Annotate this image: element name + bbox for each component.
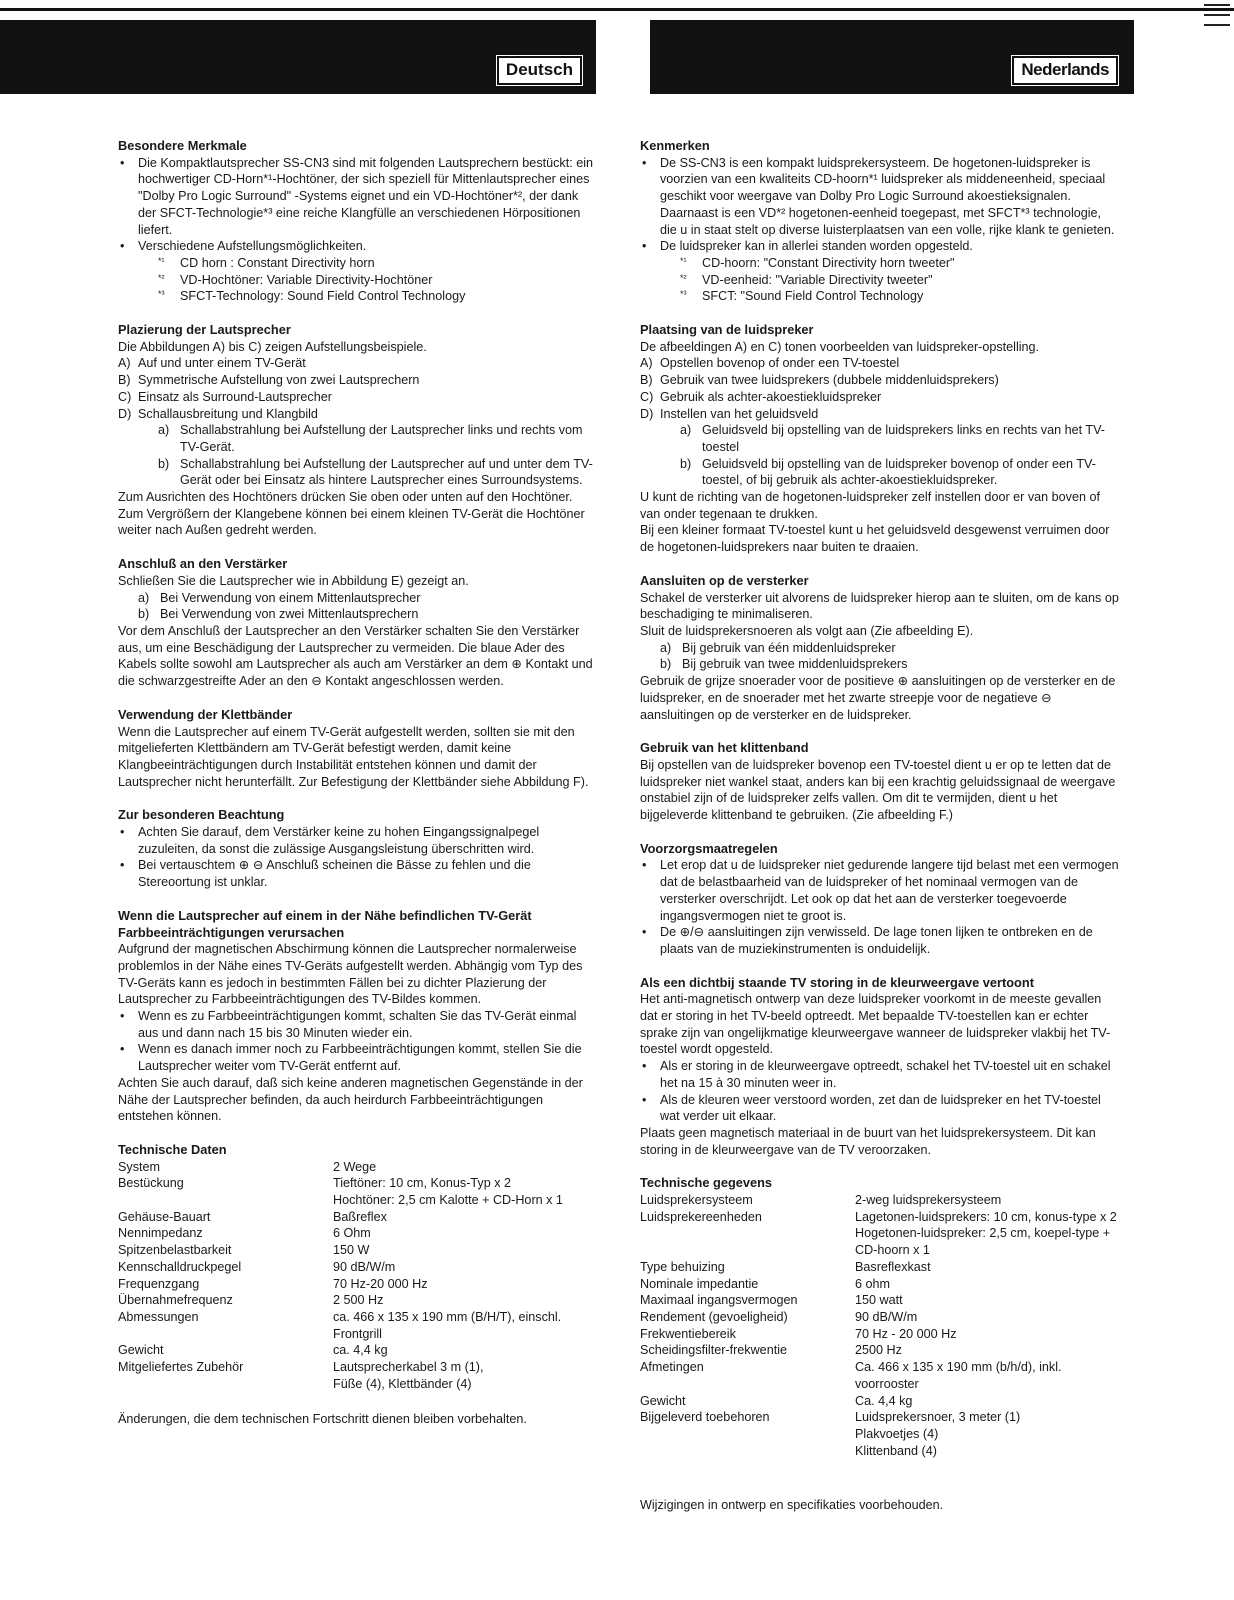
table-row (640, 1309, 1120, 1326)
spec-value: 90 dB/W/m (333, 1259, 396, 1274)
paragraph: Bij een kleiner formaat TV-toestel kunt u het geluidsveld desgewenst verruimen door de hogetonen-luidsprekers naar buiten te draaien. (640, 523, 1110, 555)
list-item: a) Bij gebruik van één middenluidspreker (660, 640, 896, 655)
paragraph: Wenn die Lautsprecher auf einem TV-Gerät aufgestellt werden, sollten sie mit den mitgelieferten Klettbändern am TV-Gerät befestigt werden, damit keine Klangbeeinträchtigungen durch Instabilität entstehen können und damit der Lautsprecher nicht herunterfällt. Zur Befestigung der Klettbänder siehe Abbildung F). (118, 724, 589, 789)
table-row (118, 1242, 598, 1259)
table-row (118, 1209, 598, 1226)
spec-value: 150 watt (855, 1293, 903, 1308)
list-item: D) Schallausbreitung und Klangbild a) Schallabstrahlung bei Aufstellung der Lautsprecher links und rechts vom TV-Gerät. b) Schallabstrahlung bei Aufstellung der Lautsprecher auf und unter dem TV-Gerät oder bei Einsatz als hintere Lautsprecher eines Surroundsystems. (118, 406, 598, 490)
list-item: b) Bij gebruik van twee middenluidsprekers (660, 657, 908, 672)
list-item: A) Auf und unter einem TV-Gerät (118, 356, 306, 371)
spec-value: Baßreflex (333, 1209, 387, 1224)
paragraph: Plaats geen magnetisch materiaal in de buurt van het luidsprekersysteem. Dit kan storing in de kleurweergave van de TV veroorzaken. (640, 1125, 1096, 1157)
spec-key: Luidsprekersysteem (640, 1193, 753, 1208)
paragraph: Zum Vergrößern der Klangebene können bei einem kleinen TV-Gerät die Hochtöner weiter nach Außen gedreht werden. (118, 506, 585, 538)
spec-value-line: Tieftöner: 10 cm, Konus-Typ x 2 (333, 1176, 512, 1191)
section-heading: Voorzorgsmaatregelen (640, 840, 778, 856)
list-item-text: Schallabstrahlung bei Aufstellung der Lautsprecher links und rechts vom TV-Gerät. (180, 423, 583, 454)
bullet-list (118, 1008, 598, 1075)
spec-value: 6 Ohm (333, 1226, 371, 1241)
spec-value-line: Lautsprecherkabel 3 m (1), (333, 1360, 484, 1375)
spec-value-line: Füße (4), Klettbänder (4) (333, 1376, 472, 1391)
spec-value: Ca. 466 x 135 x 190 mm (b/h/d), inkl. voorrooster (855, 1360, 1062, 1391)
paragraph: De afbeeldingen A) en C) tonen voorbeelden van luidspreker-opstelling. (640, 339, 1040, 354)
section-heading: Plaatsing van de luidspreker (640, 322, 814, 338)
section-heading: Als een dichtbij staande TV storing in de kleurweergave vertoont (640, 974, 1034, 990)
table-row (118, 1342, 598, 1359)
paragraph: Gebruik de grijze snoerader voor de positieve ⊕ aansluitingen op de versterker en de luidspreker, en de snoerader met het zwarte streepje voor de negatieve ⊖ aansluitingen op de versterker en de luidspreker. (640, 674, 1116, 722)
bullet-list (640, 155, 1120, 305)
table-row (118, 1359, 598, 1392)
list-item-text: Symmetrische Aufstellung von zwei Lautsprechern (138, 373, 420, 388)
list-item-text: Gebruik van twee luidsprekers (dubbele middenluidsprekers) (660, 373, 999, 388)
section-features (640, 138, 1120, 305)
header-band-nederlands (650, 20, 1134, 94)
section-color-interference (118, 908, 598, 1125)
list-item: b) Bei Verwendung von zwei Mittenlautsprechern (138, 607, 419, 622)
top-rule (0, 8, 1234, 11)
column-nederlands (640, 138, 1120, 1531)
table-row (640, 1259, 1120, 1276)
section-specifications (118, 1142, 598, 1427)
spec-key: Übernahmefrequenz (118, 1293, 233, 1308)
footnote-text: SFCT-Technology: Sound Field Control Technology (180, 289, 466, 304)
section-heading: Kenmerken (640, 138, 710, 153)
spec-value: 2500 Hz (855, 1343, 902, 1358)
footnote (680, 288, 1120, 305)
footnote-text: VD-Hochtöner: Variable Directivity-Hochtöner (180, 272, 433, 287)
table-row (640, 1393, 1120, 1410)
table-row (118, 1276, 598, 1293)
spec-table (640, 1192, 1120, 1459)
section-heading: Wenn die Lautsprecher auf einem in der Nähe befindlichen TV-Gerät Farbbeeinträchtigungen verursachen (118, 907, 532, 940)
spec-value: 150 W (333, 1243, 370, 1258)
list-item-text: Geluidsveld bij opstelling van de luidspreker bovenop of onder een TV-toestel, of bij gebruik als achter-akoestiekluidspreker. (702, 456, 1096, 488)
table-row (118, 1175, 598, 1208)
list-item: • Let erop dat u de luidspreker niet gedurende langere tijd belast met een vermogen dat de belastbaarheid van de luidspreker of het nominaal vermogen van de versterker overschrijdt. Let ook op dat het aan de versterker toegevoerde ingangsvermogen niet te groot is. (640, 857, 1120, 924)
paragraph: Aufgrund der magnetischen Abschirmung können die Lautsprecher normalerweise problemlos in der Nähe eines TV-Geräts aufgestellt werden. Abhängig vom Typ des TV-Geräts kann es jedoch in bestimmten Fällen bei zu dichter Plazierung der Lautsprecher zu Farbbeeinträchtigungen des TV-Bildes kommen. (118, 942, 583, 1007)
list-item: C) Gebruik als achter-akoestiekluidspreker (640, 389, 882, 404)
list-item: A) Opstellen bovenop of onder een TV-toestel (640, 356, 900, 371)
list-item: • Die Kompaktlautsprecher SS-CN3 sind mit folgenden Lautsprechern bestückt: ein hochwertiger CD-Horn*¹-Hochtöner, der sich speziell für Mittenlautsprecher eines "Dolby Pro Logic Surround" -Systems eignet und ein VD-Hochtöner*², der dank der SFCT-Technologie*³ eine reiche Klangfülle an verschiedenen Hörpositionen liefert. (118, 155, 598, 239)
section-heading: Zur besonderen Beachtung (118, 807, 285, 823)
column-deutsch (118, 138, 598, 1444)
spec-value-line: Hogetonen-luidspreker: 2,5 cm, koepel-type + CD-hoorn x 1 (855, 1226, 1111, 1258)
list-item: • De ⊕/⊖ aansluitingen zijn verwisseld. De lage tonen lijken te ontbreken en de plaats van de muziekinstrumenten is onduidelijk. (640, 924, 1120, 957)
list-item-text: Instellen van het geluidsveld (660, 406, 819, 421)
list-item: • Achten Sie darauf, dem Verstärker keine zu hohen Eingangssignalpegel zuzuleiten, da sonst die zulässige Ausgangsleistung überschritten wird. (118, 824, 598, 857)
footnote-text: VD-eenheid: "Variable Directivity tweeter" (702, 272, 933, 287)
sub-list (118, 590, 598, 623)
spec-key: Bestückung (118, 1176, 184, 1191)
section-features (118, 138, 598, 305)
section-heading: Anschluß an den Verstärker (118, 556, 288, 572)
footnote-marker: *¹ (158, 255, 165, 266)
table-row (118, 1292, 598, 1309)
list-item-text: Gebruik als achter-akoestiekluidspreker (660, 389, 882, 404)
list-item: • De SS-CN3 is een kompakt luidsprekersysteem. De hogetonen-luidspreker is voorzien van een kwaliteits CD-hoorn*¹ luidspreker als middeneenheid, speciaal geschikt voor weergave van Dolby Pro Logic Surround akoestieksignalen. Daarnaast is een VD*² hogetonen-eenheid toegepast, met SFCT*³ technologie, die u in staat stelt op diverse luisterplaatsen van een volle, rijke klank te genieten. (640, 155, 1120, 239)
footnote-marker: *³ (158, 289, 165, 300)
sub-list (660, 422, 1120, 489)
spec-value: ca. 466 x 135 x 190 mm (B/H/T), einschl. Frontgrill (333, 1310, 562, 1341)
footnote (158, 255, 598, 272)
spec-value: 6 ohm (855, 1276, 891, 1291)
list-item-text: Verschiedene Aufstellungsmöglichkeiten. (138, 239, 367, 254)
list-item: a) Bei Verwendung von einem Mittenlautsprecher (138, 590, 421, 605)
list-item (118, 238, 598, 305)
bullet-list (118, 824, 598, 891)
footer-note: Änderungen, die dem technischen Fortschritt dienen bleiben vorbehalten. (118, 1411, 527, 1426)
footnote-text: CD horn : Constant Directivity horn (180, 255, 375, 270)
spec-key: Gehäuse-Bauart (118, 1209, 211, 1224)
footnote-text: CD-hoorn: "Constant Directivity horn tweeter" (702, 255, 955, 270)
table-row (640, 1276, 1120, 1293)
spec-value: ca. 4,4 kg (333, 1343, 388, 1358)
spec-key: Frekwentiebereik (640, 1326, 736, 1341)
table-row (640, 1192, 1120, 1209)
footer-note: Wijzigingen in ontwerp en specifikaties voorbehouden. (640, 1498, 944, 1513)
section-heading: Aansluiten op de versterker (640, 572, 809, 588)
list-item: a) Schallabstrahlung bei Aufstellung der Lautsprecher links und rechts vom TV-Gerät. (158, 423, 583, 454)
list-item (640, 238, 1120, 305)
bullet-list (640, 1058, 1120, 1125)
spec-key: Nennimpedanz (118, 1226, 203, 1241)
footnote (158, 272, 598, 289)
list-item-text: Bei Verwendung von zwei Mittenlautsprechern (160, 607, 419, 622)
list-item: • Bei vertauschtem ⊕ ⊖ Anschluß scheinen die Bässe zu fehlen und die Stereoortung ist unklar. (118, 857, 598, 890)
spec-value-line: Plakvoetjes (4) (855, 1426, 939, 1441)
list-item: B) Symmetrische Aufstellung von zwei Lautsprechern (118, 373, 420, 388)
list-item-text: Einsatz als Surround-Lautsprecher (138, 389, 332, 404)
paragraph: Achten Sie auch darauf, daß sich keine anderen magnetischen Gegenstände in der Nähe der Lautsprecher befinden, da auch heirdurch Farbbeeinträchtigungen entstehen können. (118, 1075, 583, 1124)
list-item: C) Einsatz als Surround-Lautsprecher (118, 389, 332, 404)
table-row (118, 1159, 598, 1176)
section-specifications (640, 1175, 1120, 1514)
spec-key: Kennschalldruckpegel (118, 1259, 242, 1274)
spec-value-line: Lagetonen-luidsprekers: 10 cm, konus-type x 2 (855, 1209, 1117, 1224)
spec-key: Rendement (gevoeligheid) (640, 1310, 788, 1324)
spec-key: Frequenzgang (118, 1276, 200, 1291)
table-row (118, 1259, 598, 1276)
spec-key: Nominale impedantie (640, 1276, 759, 1291)
section-connection (640, 573, 1120, 723)
footnote (158, 288, 598, 305)
spec-value (855, 1209, 1120, 1259)
paragraph: Sluit de luidsprekersnoeren als volgt aan (Zie afbeelding E). (640, 623, 974, 638)
list-item: B) Gebruik van twee luidsprekers (dubbele middenluidsprekers) (640, 373, 999, 388)
section-connection (118, 556, 598, 690)
spec-value: Ca. 4,4 kg (855, 1393, 913, 1408)
spec-key: Spitzenbelastbarkeit (118, 1243, 232, 1258)
spec-key: Abmessungen (118, 1310, 199, 1324)
list-item-text: Schallabstrahlung bei Aufstellung der Lautsprecher auf und unter dem TV-Gerät oder bei Einsatz als hintere Lautsprecher eines Surroundsystems. (180, 456, 593, 488)
footnote-marker: *² (680, 272, 687, 283)
list-item: • Wenn es danach immer noch zu Farbbeeinträchtigungen kommt, stellen Sie die Lautsprecher weiter vom TV-Gerät entfernt auf. (118, 1041, 598, 1074)
language-label-deutsch: Deutsch (497, 56, 582, 85)
paragraph: Die Abbildungen A) bis C) zeigen Aufstellungsbeispiele. (118, 339, 427, 354)
list-item-text: Bei Verwendung von einem Mittenlautsprecher (160, 590, 421, 605)
sub-list (138, 422, 598, 489)
section-heading: Besondere Merkmale (118, 138, 247, 153)
paragraph: Schakel de versterker uit alvorens de luidspreker hierop aan te sluiten, om de kans op beschadiging te minimaliseren. (640, 590, 1119, 622)
paragraph: U kunt de richting van de hogetonen-luidspreker zelf instellen door er van boven of van onder tegenaan te drukken. (640, 490, 1100, 521)
edge-mark (1204, 14, 1230, 16)
footnote-marker: *³ (680, 289, 687, 300)
edge-mark (1204, 24, 1230, 26)
list-item: • Als er storing in de kleurweergave optreedt, schakel het TV-toestel uit en schakel het na 15 à 30 minuten weer in. (640, 1058, 1120, 1091)
section-precautions (118, 807, 598, 891)
footnote (680, 272, 1120, 289)
list-item-text: De luidspreker kan in allerlei standen worden opgesteld. (660, 239, 973, 254)
list-item-text: Schallausbreitung und Klangbild (138, 406, 318, 421)
section-color-interference (640, 975, 1120, 1159)
spec-value-line: Hochtöner: 2,5 cm Kalotte + CD-Horn x 1 (333, 1193, 563, 1208)
table-row (640, 1342, 1120, 1359)
list-item: a) Geluidsveld bij opstelling van de luidsprekers links en rechts van het TV-toestel (680, 423, 1105, 454)
bullet-list (118, 155, 598, 305)
spec-value (333, 1359, 598, 1392)
spec-value-line: Luidsprekersnoer, 3 meter (1) (855, 1410, 1021, 1425)
paragraph: Bij opstellen van de luidspreker bovenop een TV-toestel dient u er op te letten dat de luidspreker niet wankel staat, anders kan bij een krachtig geluidssignaal de weergave onstabiel zijn of de luidspreker zelfs vallen. Om dit te vermijden, dient u het bijgeleverde klittenband te gebruiken. (Zie afbeelding F.) (640, 757, 1116, 823)
list-item-text: Auf und unter einem TV-Gerät (138, 356, 306, 371)
section-placement (640, 322, 1120, 556)
spec-value: Basreflexkast (855, 1259, 931, 1274)
section-heading: Technische Daten (118, 1141, 227, 1157)
list-item: D) Instellen van het geluidsveld a) Geluidsveld bij opstelling van de luidsprekers links en rechts van het TV-toestel b) Geluidsveld bij opstelling van de luidspreker bovenop of onder een TV-toestel, of bij gebruik als achter-akoestiekluidspreker. (640, 406, 1120, 490)
spec-key: Type behuizing (640, 1259, 725, 1274)
sub-list (640, 640, 1120, 673)
footnote-list (138, 255, 598, 305)
footnote (680, 255, 1120, 272)
section-heading: Plazierung der Lautsprecher (118, 322, 291, 338)
table-row (640, 1409, 1120, 1459)
spec-value: 90 dB/W/m (855, 1310, 918, 1324)
paragraph: Schließen Sie die Lautsprecher wie in Abbildung E) gezeigt an. (118, 573, 469, 588)
language-label-nederlands: Nederlands (1012, 56, 1118, 85)
spec-value: 70 Hz - 20 000 Hz (855, 1326, 957, 1341)
spec-key: Luidsprekereenheden (640, 1209, 762, 1224)
list-item: • Als de kleuren weer verstoord worden, zet dan de luidspreker en het TV-toestel wat verder uit elkaar. (640, 1092, 1120, 1125)
footnote-list (660, 255, 1120, 305)
section-velcro (118, 707, 598, 791)
table-row (118, 1225, 598, 1242)
paragraph: Zum Ausrichten des Hochtöners drücken Sie oben oder unten auf den Hochtöner. (118, 490, 573, 505)
header-band-deutsch (0, 20, 596, 94)
lettered-list (640, 355, 1120, 489)
table-row (640, 1209, 1120, 1259)
spec-key: Mitgeliefertes Zubehör (118, 1360, 244, 1375)
spec-key: Scheidingsfilter-frekwentie (640, 1343, 787, 1358)
spec-key: System (118, 1159, 160, 1174)
spec-value-line: Klittenband (4) (855, 1443, 937, 1458)
list-item-text: Opstellen bovenop of onder een TV-toestel (660, 356, 900, 371)
lettered-list (118, 355, 598, 489)
spec-key: Maximaal ingangsvermogen (640, 1293, 798, 1308)
footnote-marker: *¹ (680, 255, 687, 266)
section-heading: Technische gegevens (640, 1175, 773, 1191)
list-item: • Wenn es zu Farbbeeinträchtigungen kommt, schalten Sie das TV-Gerät einmal aus und dann nach 15 bis 30 Minuten wieder ein. (118, 1008, 598, 1041)
paragraph: Vor dem Anschluß der Lautsprecher an den Verstärker schalten Sie den Verstärker aus, um eine Beschädigung der Lautsprecher zu vermeiden. Die blaue Ader des Kabels sollte sowohl am Lautsprecher als auch am Verstärker an dem ⊕ Kontakt und die schwarzgestreifte Ader an den ⊖ Kontakt angeschlossen werden. (118, 623, 593, 689)
footnote-text: SFCT: "Sound Field Control Technology (702, 289, 924, 304)
paragraph: Het anti-magnetisch ontwerp van deze luidspreker voorkomt in de meeste gevallen dat er storing in het TV-beeld optreedt. Met bepaalde TV-toestellen kan er echter sprake zijn van ongelijkmatige kleurweergave wanneer de luidspreker vlakbij het TV-toestel wordt opgesteld. (640, 992, 1111, 1057)
section-placement (118, 322, 598, 539)
spec-key: Afmetingen (640, 1360, 704, 1375)
spec-value: 2 Wege (333, 1159, 377, 1174)
list-item: b) Geluidsveld bij opstelling van de luidspreker bovenop of onder een TV-toestel, of bij gebruik als achter-akoestiekluidspreker. (680, 456, 1096, 488)
table-row (640, 1326, 1120, 1343)
spec-value (855, 1409, 1120, 1459)
table-row (640, 1292, 1120, 1309)
list-item-text: Bij gebruik van één middenluidspreker (682, 640, 896, 655)
bullet-list (640, 857, 1120, 957)
spec-table (118, 1159, 598, 1393)
section-heading: Verwendung der Klettbänder (118, 706, 293, 722)
spec-key: Gewicht (118, 1343, 164, 1358)
table-row (640, 1359, 1120, 1392)
list-item: b) Schallabstrahlung bei Aufstellung der Lautsprecher auf und unter dem TV-Gerät oder bei Einsatz als hintere Lautsprecher eines Surroundsystems. (158, 456, 593, 488)
spec-value: 70 Hz-20 000 Hz (333, 1276, 428, 1291)
footnote-marker: *² (158, 272, 165, 283)
section-velcro (640, 740, 1120, 824)
list-item-text: Bij gebruik van twee middenluidsprekers (682, 657, 908, 672)
list-item-text: Geluidsveld bij opstelling van de luidsprekers links en rechts van het TV-toestel (702, 423, 1105, 454)
section-heading: Gebruik van het klittenband (640, 740, 809, 756)
spec-key: Bijgeleverd toebehoren (640, 1410, 770, 1425)
spec-value: 2-weg luidsprekersysteem (855, 1193, 1002, 1208)
edge-mark (1204, 4, 1230, 6)
spec-value (333, 1175, 598, 1208)
table-row (118, 1309, 598, 1342)
spec-value: 2 500 Hz (333, 1293, 384, 1308)
section-precautions (640, 841, 1120, 958)
spec-key: Gewicht (640, 1393, 686, 1408)
